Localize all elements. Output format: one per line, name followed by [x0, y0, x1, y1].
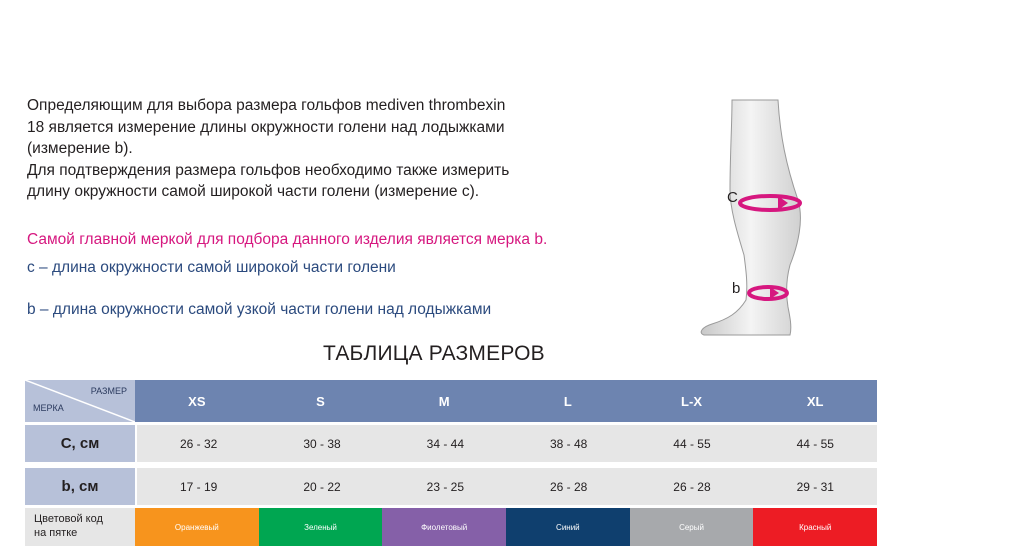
size-header: XS — [188, 393, 206, 409]
table-header-row — [25, 380, 877, 422]
color-swatch: Синий — [506, 508, 630, 546]
intro-line: Определяющим для выбора размера гольфов mediven thrombexin — [27, 97, 506, 114]
color-swatch: Серый — [630, 508, 754, 546]
intro-text — [27, 95, 607, 203]
color-swatch: Красный — [753, 508, 877, 546]
intro-line: 18 является измерение длины окружности голени над лодыжками — [27, 118, 505, 136]
color-code-label-line: Цветовой код — [34, 513, 103, 525]
table-cell: 26 - 28 — [673, 479, 711, 494]
corner-cell — [25, 380, 135, 422]
table-cell: 23 - 25 — [426, 479, 464, 494]
color-swatch: Зеленый — [259, 508, 383, 546]
table-row-b — [25, 468, 877, 505]
table-cell: 26 - 32 — [179, 436, 218, 451]
table-cell: 26 - 28 — [549, 479, 588, 494]
table-cell: 44 - 55 — [796, 436, 834, 451]
row-values-c — [137, 425, 877, 462]
intro-line: (измерение b). — [27, 140, 133, 157]
row-values-b — [137, 468, 877, 505]
leg-outline — [701, 100, 800, 335]
label-c: C — [727, 189, 738, 206]
label-b: b — [732, 280, 741, 297]
main-measure-note: Самой главной меркой для подбора данного изделия является мерка b. — [27, 231, 548, 248]
size-header: S — [316, 393, 325, 409]
size-header: L — [563, 393, 572, 409]
table-cell: 44 - 55 — [673, 436, 711, 451]
corner-size-label: РАЗМЕР — [90, 386, 127, 396]
corner-measure-label: МЕРКА — [33, 403, 64, 413]
table-cell: 38 - 48 — [549, 436, 588, 451]
color-swatch: Оранжевый — [135, 508, 259, 546]
intro-line: Для подтверждения размера гольфов необходимо также измерить — [27, 161, 510, 179]
color-code-label — [25, 508, 135, 546]
table-cell: 20 - 22 — [303, 479, 341, 494]
size-header: M — [438, 393, 450, 409]
color-code-label-line: на пятке — [34, 527, 78, 539]
table-cell: 29 - 31 — [796, 479, 834, 494]
size-header: XL — [806, 393, 824, 409]
size-header: L-X — [681, 393, 702, 409]
intro-line: длину окружности самой широкой части голени (измерение c). — [27, 183, 480, 200]
table-cell: 30 - 38 — [303, 436, 341, 451]
table-cell: 17 - 19 — [179, 479, 218, 494]
leg-diagram — [690, 95, 820, 345]
c-definition: c – длина окружности самой широкой части голени — [27, 259, 396, 276]
table-row-c — [25, 425, 877, 462]
color-code-row — [25, 508, 877, 546]
table-title: ТАБЛИЦА РАЗМЕРОВ — [323, 342, 545, 365]
color-swatch: Фиолетовый — [382, 508, 506, 546]
row-label-c: C, см — [25, 425, 135, 462]
row-label-b: b, см — [25, 468, 135, 505]
table-cell: 34 - 44 — [426, 436, 464, 451]
b-definition: b – длина окружности самой узкой части голени над лодыжками — [27, 301, 492, 318]
